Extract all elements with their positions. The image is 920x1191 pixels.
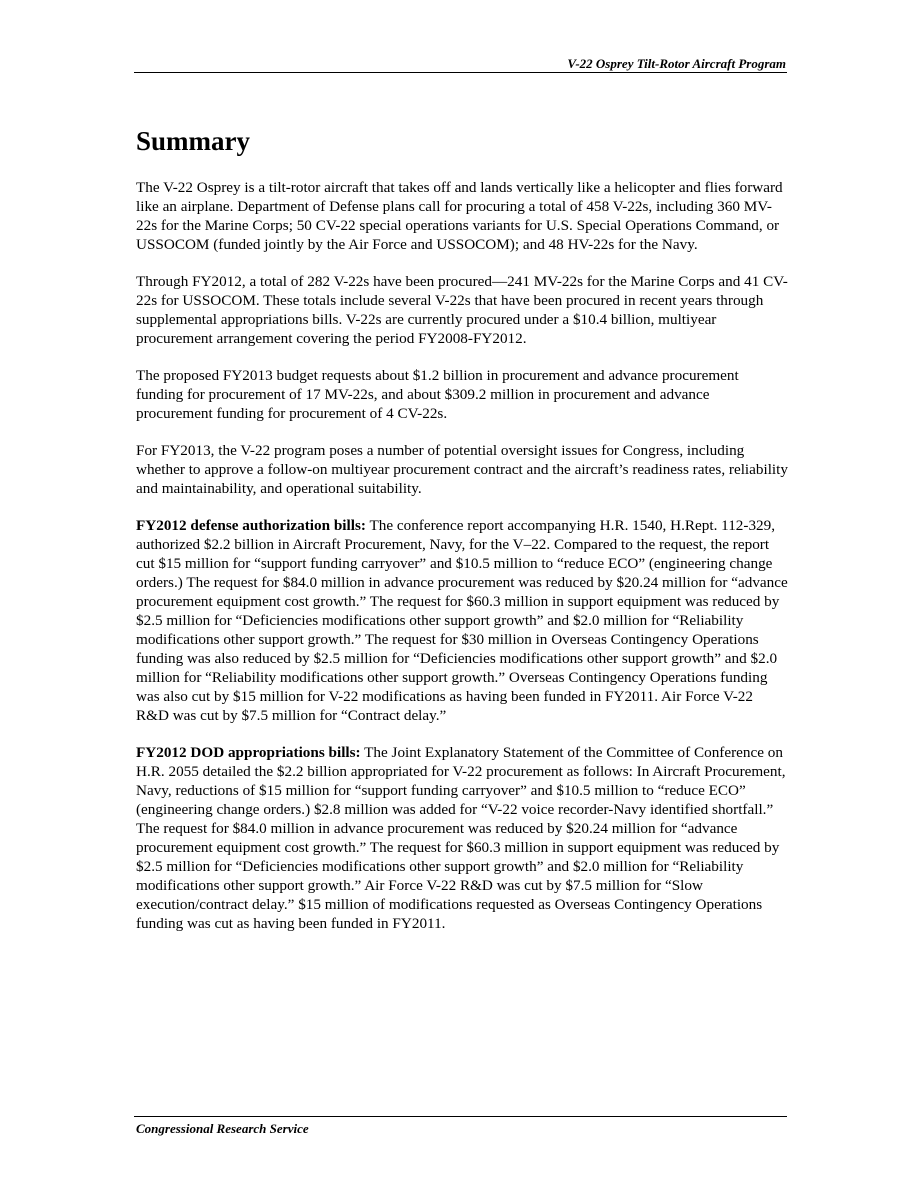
running-header: V-22 Osprey Tilt-Rotor Aircraft Program <box>567 56 786 71</box>
footer-divider <box>134 1116 787 1117</box>
paragraph-oversight-issues <box>136 441 788 498</box>
header-divider <box>134 72 787 73</box>
paragraph-text: Through FY2012, a total of 282 V-22s have been procured—241 MV-22s for the Marine Corps and 41 CV-22s for USSOCOM. These totals include several V-22s that have been procured in recent years through supplemental appropriations bills. V-22s are currently procured under a $10.4 billion, multiyear procurement arrangement covering the period FY2008-FY2012. <box>136 273 788 347</box>
paragraph-appropriations-bills <box>136 743 788 933</box>
paragraph-fy2013-budget <box>136 366 788 423</box>
paragraph-text: The conference report accompanying H.R. 1540, H.Rept. 112-329, authorized $2.2 billion in Aircraft Procurement, Navy, for the V–22. Compared to the request, the report cut $15 million for “support funding carryover” and $10.5 million to “reduce ECO” (engineering change orders.) The request for $84.0 million in advance procurement was reduced by $20.24 million for “advance procurement equipment cost growth.” The request for $60.3 million in support equipment was reduced by $2.5 million for “Deficiencies modifications other support growth” and $2.0 million for “Reliability modifications other support growth.” The request for $30 million in Overseas Contingency Operations funding was also reduced by $2.5 million for “Deficiencies modifications other support growth” and $2.0 million for “Reliability modifications other support growth.” Overseas Contingency Operations funding was also cut by $15 million for V-22 modifications as having been funded in FY2011. Air Force V-22 R&D was cut by $7.5 million for “Contract delay.” <box>136 517 788 724</box>
paragraph-lead-in: FY2012 DOD appropriations bills: <box>136 744 361 761</box>
paragraph-lead-in: FY2012 defense authorization bills: <box>136 517 366 534</box>
paragraph-text: The Joint Explanatory Statement of the Committee of Conference on H.R. 2055 detailed the $2.2 billion appropriated for V-22 procurement as follows: In Aircraft Procurement, Navy, reductions of $15 million for “support funding carryover” and $10.5 million to “reduce ECO” (engineering change orders.) $2.8 million was added for “V-22 voice recorder-Navy identified shortfall.” The request for $84.0 million in advance procurement was reduced by $20.24 million for “advance procurement equipment cost growth.” The request for $60.3 million in support equipment was reduced by $2.5 million for “Deficiencies modifications other support growth” and $2.0 million for “Reliability modifications other support growth.” Air Force V-22 R&D was cut by $7.5 million for “Slow execution/contract delay.” $15 million of modifications requested as Overseas Contingency Operations funding was cut as having been funded in FY2011. <box>136 744 786 932</box>
paragraph-text: The proposed FY2013 budget requests about $1.2 billion in procurement and advance procurement funding for procurement of 17 MV-22s, and about $309.2 million in procurement and advance procurement funding for procurement of 4 CV-22s. <box>136 367 739 422</box>
paragraph-program-overview <box>136 178 788 254</box>
paragraph-authorization-bills <box>136 516 788 725</box>
paragraph-procurement-to-date <box>136 272 788 348</box>
summary-body <box>136 178 788 951</box>
paragraph-text: The V-22 Osprey is a tilt-rotor aircraft that takes off and lands vertically like a helicopter and flies forward like an airplane. Department of Defense plans call for procuring a total of 458 V-22s, including 360 MV-22s for the Marine Corps; 50 CV-22 special operations variants for U.S. Special Operations Command, or USSOCOM (funded jointly by the Air Force and USSOCOM); and 48 HV-22s for the Navy. <box>136 179 783 253</box>
page-title: Summary <box>136 126 250 156</box>
running-footer: Congressional Research Service <box>136 1121 309 1136</box>
paragraph-text: For FY2013, the V-22 program poses a number of potential oversight issues for Congress, including whether to approve a follow-on multiyear procurement contract and the aircraft’s readiness rates, reliability and maintainability, and operational suitability. <box>136 442 788 497</box>
